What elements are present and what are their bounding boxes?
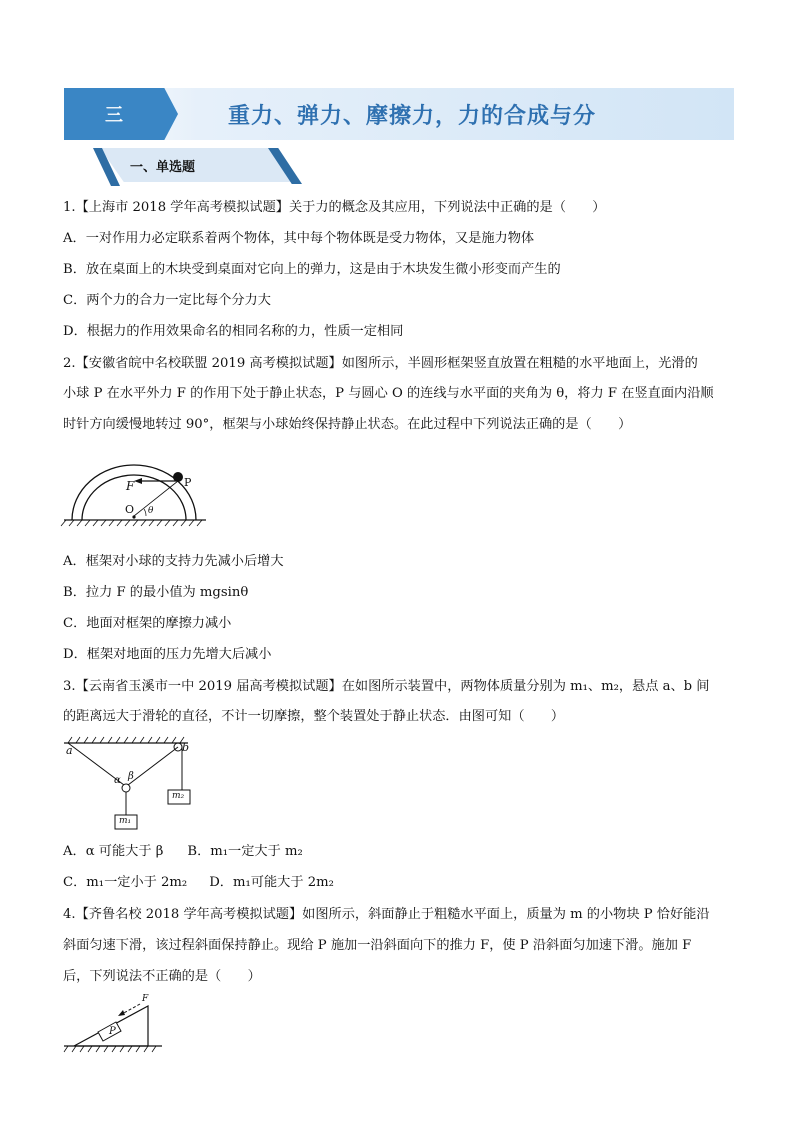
q4-stem-line2: 斜面匀速下滑，该过程斜面保持静止。现给 P 施加一沿斜面向下的推力 F，使 P 沿斜面匀加速下滑。施加 F (63, 938, 692, 953)
q3-options-row1 (63, 843, 743, 861)
chapter-title: 重力、弹力、摩擦力，力的合成与分 (228, 103, 597, 129)
q4-figure-label-p: P (109, 1026, 116, 1037)
q2-stem-line3: 时针方向缓慢地转过 90°，框架与小球始终保持静止状态。在此过程中下列说法正确的是（ ） (63, 417, 632, 432)
q2-option-a: A．框架对小球的支持力先减小后增大 (63, 554, 284, 569)
q3-option-a: A．α 可能大于 β (63, 844, 164, 859)
q3-stem-line2: 的距离远大于滑轮的直径，不计一切摩擦，整个装置处于静止状态．由图可知（ ） (63, 709, 565, 724)
q3-option-d: D．m₁可能大于 2m₂ (209, 875, 334, 890)
q1-option-b: B．放在桌面上的木块受到桌面对它向上的弹力，这是由于木块发生微小形变而产生的 (63, 262, 561, 277)
q3-figure-label-alpha: α (114, 775, 121, 786)
q3-option-b: B．m₁一定大于 m₂ (187, 844, 303, 859)
q2-figure-semicircle-frame (60, 460, 210, 530)
q3-figure-label-a: a (66, 744, 73, 757)
q2-option-b: B．拉力 F 的最小值为 mgsinθ (63, 585, 249, 600)
q2-figure-label-f: F (126, 479, 135, 493)
q2-stem-line2: 小球 P 在水平外力 F 的作用下处于静止状态，P 与圆心 O 的连线与水平面的夹角为 θ，将力 F 在竖直面内沿顺 (63, 386, 714, 401)
q2-stem-line1: 2.【安徽省皖中名校联盟 2019 高考模拟试题】如图所示，半圆形框架竖直放置在粗糙的水平地面上，光滑的 (63, 356, 698, 371)
q2-figure-label-o: O (125, 503, 135, 516)
q2-figure-label-p: P (184, 476, 192, 489)
q4-stem-line3: 后，下列说法不正确的是（ ） (63, 969, 261, 984)
section-title: 一、单选题 (130, 159, 196, 175)
q4-figure-label-f: F (142, 994, 149, 1004)
q3-figure-label-m1: m₁ (119, 816, 132, 826)
q3-figure-label-b: b (182, 741, 190, 754)
chapter-number: 三 (105, 105, 123, 126)
q1-option-d: D．根据力的作用效果命名的相同名称的力，性质一定相同 (63, 324, 404, 339)
q3-stem-line1: 3.【云南省玉溪市一中 2019 届高考模拟试题】在如图所示装置中，两物体质量分别为 m₁、m₂，悬点 a、b 间 (63, 679, 710, 694)
q2-option-d: D．框架对地面的压力先增大后减小 (63, 647, 272, 662)
q3-figure-label-m2: m₂ (172, 791, 185, 801)
q4-stem-line1: 4.【齐鲁名校 2018 学年高考模拟试题】如图所示，斜面静止于粗糙水平面上，质量为 m 的小物块 P 恰好能沿 (63, 907, 710, 922)
q2-option-c: C．地面对框架的摩擦力减小 (63, 616, 232, 631)
q3-option-c: C．m₁一定小于 2m₂ (63, 875, 188, 890)
q4-figure-incline (60, 990, 170, 1055)
q1-option-a: A．一对作用力必定联系着两个物体，其中每个物体既是受力物体，又是施力物体 (63, 231, 535, 246)
q3-figure-label-beta: β (128, 771, 134, 782)
q1-stem: 1.【上海市 2018 学年高考模拟试题】关于力的概念及其应用，下列说法中正确的是（ ） (63, 200, 606, 215)
q1-option-c: C．两个力的合力一定比每个分力大 (63, 293, 271, 308)
q3-options-row2 (63, 874, 743, 892)
q2-figure-label-theta: θ (148, 506, 154, 516)
